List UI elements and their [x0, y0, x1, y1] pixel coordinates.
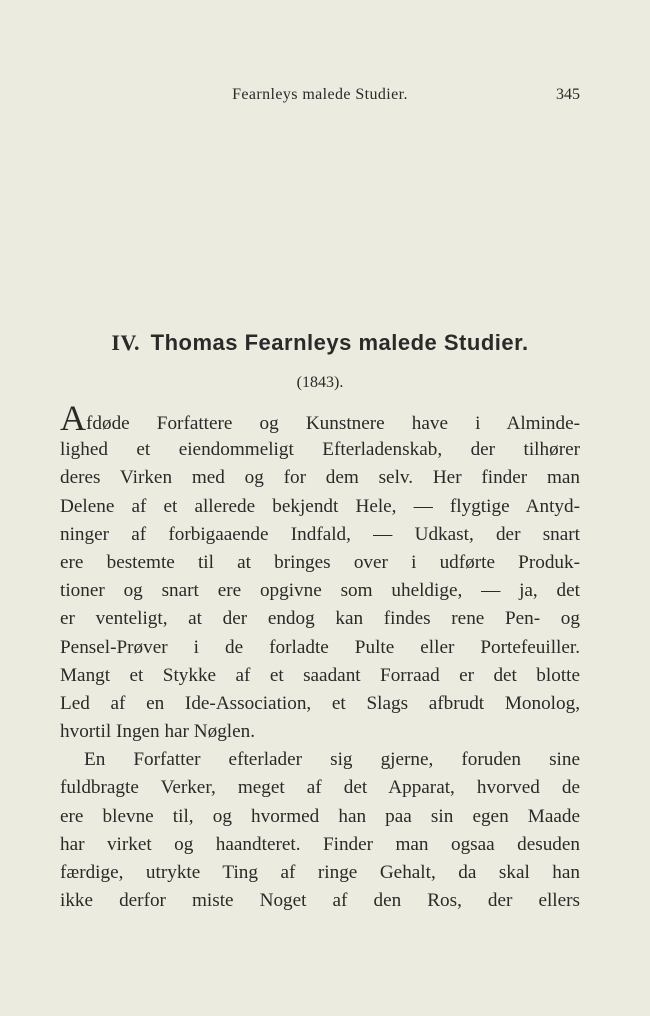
page-number: 345: [556, 86, 580, 103]
drop-cap-initial: A: [60, 398, 86, 438]
chapter-numeral: IV.: [111, 330, 141, 355]
running-head: [60, 86, 580, 108]
text-line: ninger af forbigaaende Indfald, — Udkast, der snart: [60, 523, 580, 545]
text-line: tioner og snart ere opgivne som uheldige, — ja, det: [60, 580, 580, 602]
text-line: Afdøde Forfattere og Kunstnere have i Alminde-: [60, 398, 580, 438]
text-line: hvortil Ingen har Nøglen.: [60, 721, 256, 743]
chapter-year: (1843).: [296, 374, 344, 391]
chapter-heading: [60, 330, 580, 356]
text-line: En Forfatter efterlader sig gjerne, foruden sine: [84, 749, 580, 771]
body-text: [60, 398, 580, 915]
running-title: Fearnleys malede Studier.: [232, 86, 408, 103]
text-line: Pensel-Prøver i de forladte Pulte eller Portefeuiller.: [60, 636, 580, 658]
text-line: deres Virken med og for dem selv. Her finder man: [60, 467, 580, 489]
text-line: Led af en Ide-Association, et Slags afbrudt Monolog,: [60, 692, 580, 714]
text-line: lighed et eiendommeligt Efterladenskab, der tilhører: [60, 439, 580, 461]
text-line: fuldbragte Verker, meget af det Apparat, hvorved de: [60, 777, 580, 799]
text-line: ere blevne til, og hvormed han paa sin egen Maade: [60, 805, 580, 827]
text-line: ere bestemte til at bringes over i udførte Produk-: [60, 551, 580, 573]
chapter-title: Thomas Fearnleys malede Studier.: [150, 330, 529, 355]
text-line: har virket og haandteret. Finder man ogsaa desuden: [60, 833, 580, 855]
text-line: er venteligt, at der endog kan findes rene Pen- og: [60, 608, 580, 630]
text-line: ikke derfor miste Noget af den Ros, der ellers: [60, 890, 580, 912]
text-line: færdige, utrykte Ting af ringe Gehalt, da skal han: [60, 862, 580, 883]
text-line: Mangt et Stykke af et saadant Forraad er det blotte: [60, 664, 580, 686]
text-line: Delene af et allerede bekjendt Hele, — flygtige Antyd-: [60, 495, 580, 517]
